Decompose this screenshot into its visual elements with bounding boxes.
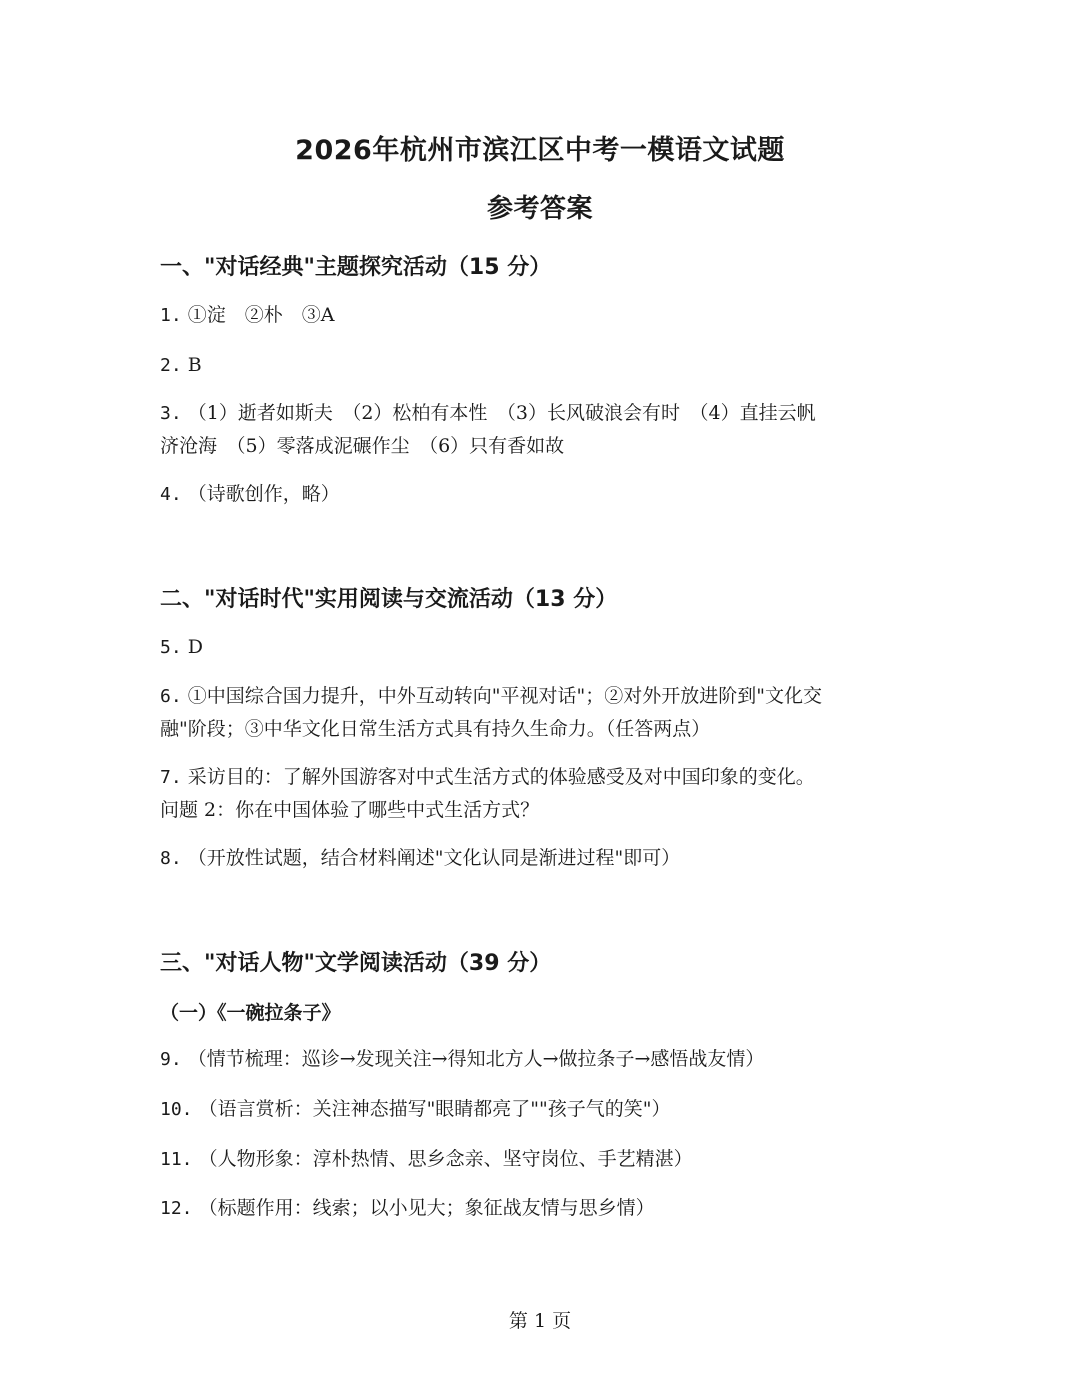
answer-number: 1.	[160, 305, 182, 326]
answer-item-3	[160, 397, 930, 462]
answer-number: 9.	[160, 1049, 182, 1070]
answer-number: 5.	[160, 637, 182, 658]
sub-heading: （一）《一碗拉条子》	[160, 1002, 341, 1024]
answer-text: （1）逝者如斯夫 （2）松柏有本性 （3）长风破浪会有时 （4）直挂云帆	[187, 402, 816, 424]
answer-text: 采访目的：了解外国游客对中式生活方式的体验感受及对中国印象的变化。	[187, 766, 815, 788]
answer-text: D	[187, 636, 203, 658]
answer-item-4	[160, 478, 930, 511]
answer-text: （情节梳理：巡诊→发现关注→得知北方人→做拉条子→感悟战友情）	[187, 1048, 765, 1070]
answer-item-6	[160, 680, 930, 745]
section-heading-1: 一、"对话经典"主题探究活动（15 分）	[160, 255, 552, 280]
answer-item-11	[160, 1143, 930, 1176]
answer-text-continued: 问题 2：你在中国体验了哪些中式生活方式？	[160, 799, 540, 821]
answer-item-9	[160, 1043, 930, 1076]
answer-item-8	[160, 842, 930, 875]
answer-text: ①淀 ②朴 ③A	[187, 304, 335, 326]
answer-number: 3.	[160, 403, 182, 424]
answer-number: 7.	[160, 767, 182, 788]
answer-text: ①中国综合国力提升，中外互动转向"平视对话"；②对外开放进阶到"文化交	[187, 685, 822, 707]
answer-text: （标题作用：线索；以小见大；象征战友情与思乡情）	[198, 1197, 655, 1219]
answer-text: （语言赏析：关注神态描写"眼睛都亮了""孩子气的笑"）	[198, 1098, 671, 1120]
answer-item-12	[160, 1192, 930, 1225]
answer-text: （人物形象：淳朴热情、思乡念亲、坚守岗位、手艺精湛）	[198, 1148, 693, 1170]
answer-number: 2.	[160, 355, 182, 376]
page-number-footer: 第 1 页	[508, 1310, 572, 1332]
answer-text: B	[187, 354, 202, 376]
answer-item-5	[160, 631, 930, 664]
answer-number: 6.	[160, 686, 182, 707]
answer-item-7	[160, 761, 930, 826]
answer-number: 12.	[160, 1198, 193, 1219]
answer-text: （开放性试题，结合材料阐述"文化认同是渐进过程"即可）	[187, 847, 681, 869]
answer-number: 11.	[160, 1149, 193, 1170]
document-title: 2026年杭州市滨江区中考一模语文试题	[295, 135, 785, 166]
section-heading-2: 二、"对话时代"实用阅读与交流活动（13 分）	[160, 587, 618, 612]
answer-text: （诗歌创作，略）	[187, 483, 340, 505]
document-subtitle: 参考答案	[486, 194, 593, 224]
answer-number: 4.	[160, 484, 182, 505]
answer-text-continued: 济沧海 （5）零落成泥碾作尘 （6）只有香如故	[160, 435, 565, 457]
section-heading-3: 三、"对话人物"文学阅读活动（39 分）	[160, 951, 552, 976]
answer-number: 10.	[160, 1099, 193, 1120]
answer-text-continued: 融"阶段；③中华文化日常生活方式具有持久生命力。（任答两点）	[160, 718, 711, 740]
answer-number: 8.	[160, 848, 182, 869]
answer-item-10	[160, 1093, 930, 1126]
answer-item-2	[160, 349, 930, 382]
answer-item-1	[160, 299, 930, 332]
